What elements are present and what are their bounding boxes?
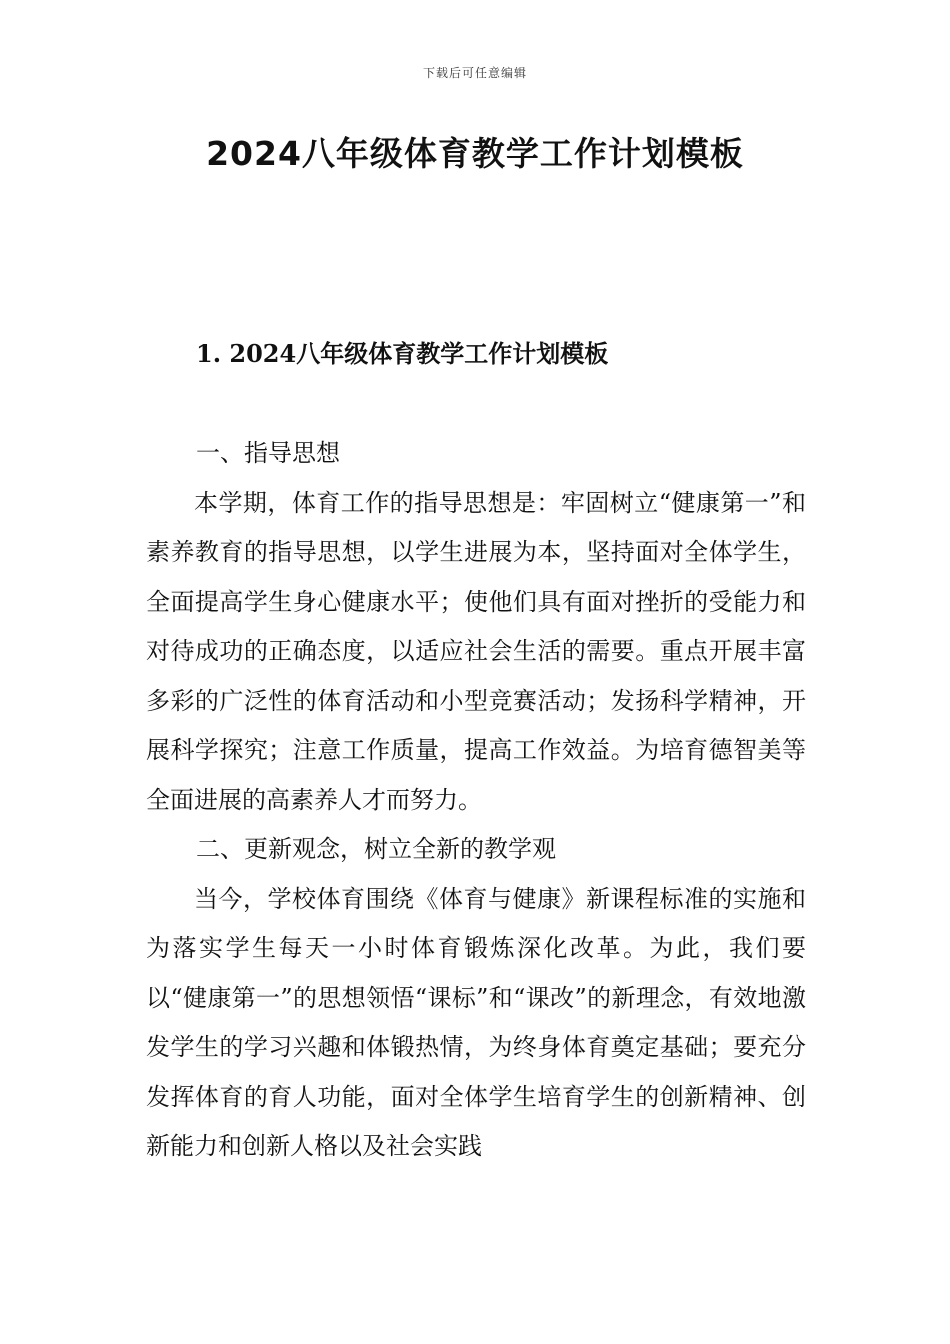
section-title: 1. 2024八年级体育教学工作计划模板 (196, 339, 609, 368)
section-heading-new-concepts: 二、更新观念，树立全新的教学观 (196, 835, 556, 863)
header-note: 下载后可任意编辑 (422, 66, 527, 80)
body-paragraph: 本学期，体育工作的指导思想是：牢固树立“健康第一”和素养教育的指导思想，以学生进展为本，坚持面对全体学生，全面提高学生身心健康水平；使他们具有面对挫折的受能力和对待成功的正确态度，以适应社会生活的需要。重点开展丰富多彩的广泛性的体育活动和小型竞赛活动；发扬科学精神，开展科学探究；注意工作质量，提高工作效益。为培育德智美等全面进展的高素养人才而努力。 (146, 488, 806, 814)
section-heading-guiding-ideology: 一、指导思想 (196, 439, 340, 467)
document-body (146, 429, 806, 1172)
document-title: 2024八年级体育教学工作计划模板 (206, 134, 744, 173)
body-paragraph: 当今，学校体育围绕《体育与健康》新课程标准的实施和为落实学生每天一小时体育锻炼深化改革。为此，我们要以“健康第一”的思想领悟“课标”和“课改”的新理念，有效地激发学生的学习兴趣和体锻热情，为终身体育奠定基础；要充分发挥体育的育人功能，面对全体学生培育学生的创新精神、创新能力和创新人格以及社会实践 (146, 884, 806, 1160)
